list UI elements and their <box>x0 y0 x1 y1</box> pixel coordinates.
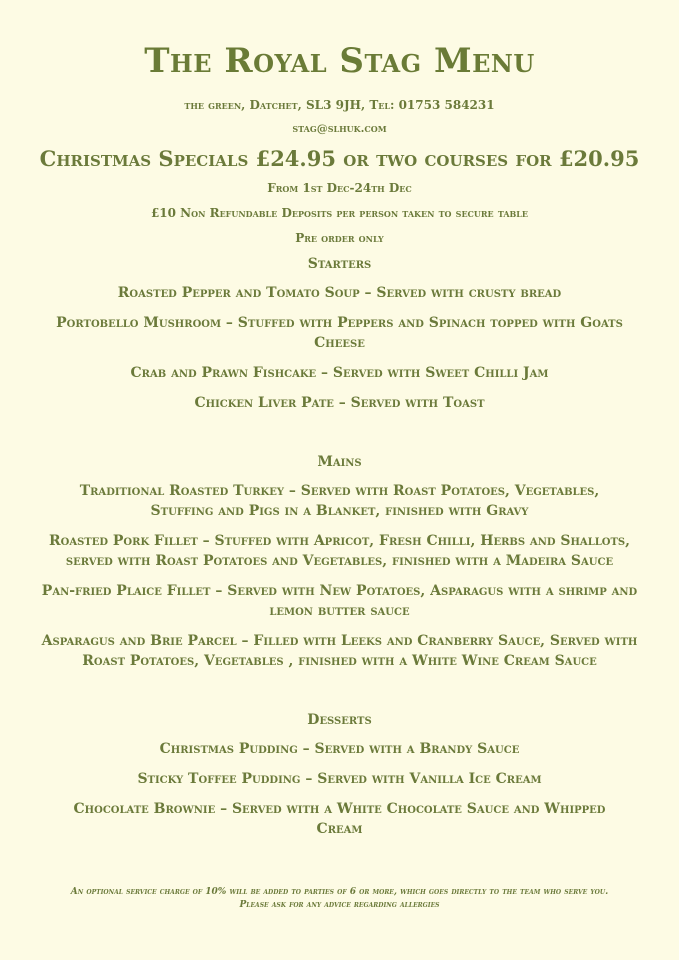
christmas-specials: Christmas Specials £24.95 or two courses for £20.95 <box>39 146 640 171</box>
main-item: Traditional Roasted Turkey – Served with Roast Potatoes, Vegetables, Stuffing and Pigs in a Blanket, finished with Gravy <box>79 483 600 519</box>
starter-item: Chicken Liver Pate – Served with Toast <box>194 395 485 411</box>
starter-item: Roasted Pepper and Tomato Soup – Served with crusty bread <box>117 285 562 301</box>
address: the green, Datchet, SL3 9JH, Tel: 01753 584231 <box>184 98 495 112</box>
menu-title: The Royal Stag Menu <box>144 41 535 81</box>
dessert-item: Sticky Toffee Pudding – Served with Vanilla Ice Cream <box>137 771 542 787</box>
desserts-heading: Desserts <box>307 712 372 728</box>
dessert-item: Chocolate Brownie – Served with a White Chocolate Sauce and Whipped Cream <box>73 801 606 837</box>
preorder-note: Pre order only <box>295 231 384 245</box>
footer-notes <box>30 886 649 912</box>
starters-heading: Starters <box>307 256 372 272</box>
email: stag@slhuk.com <box>292 122 387 135</box>
starter-item: Portobello Mushroom – Stuffed with Peppers and Spinach topped with Goats Cheese <box>56 315 623 351</box>
mains-heading: Mains <box>317 454 362 470</box>
starter-item: Crab and Prawn Fishcake – Served with Sweet Chilli Jam <box>130 365 549 381</box>
allergy-note: Please ask for any advice regarding allergies <box>239 900 440 910</box>
service-charge-note: An optional service charge of 10% will be added to parties of 6 or more, which goes directly to the team who serve you. <box>70 887 609 897</box>
dessert-item: Christmas Pudding – Served with a Brandy Sauce <box>159 741 520 757</box>
main-item: Asparagus and Brie Parcel – Filled with Leeks and Cranberry Sauce, Served with Roast Potatoes, Vegetables , finished with a White Wine Cream Sauce <box>41 633 638 669</box>
main-item: Pan-fried Plaice Fillet – Served with New Potatoes, Asparagus with a shrimp and lemon butter sauce <box>41 583 638 619</box>
main-item: Roasted Pork Fillet – Stuffed with Apricot, Fresh Chilli, Herbs and Shallots, served with Roast Potatoes and Vegetables, finished with a Madeira Sauce <box>48 533 631 569</box>
deposit-note: £10 Non Refundable Deposits per person taken to secure table <box>150 206 529 220</box>
date-range: From 1st Dec-24th Dec <box>267 181 412 195</box>
